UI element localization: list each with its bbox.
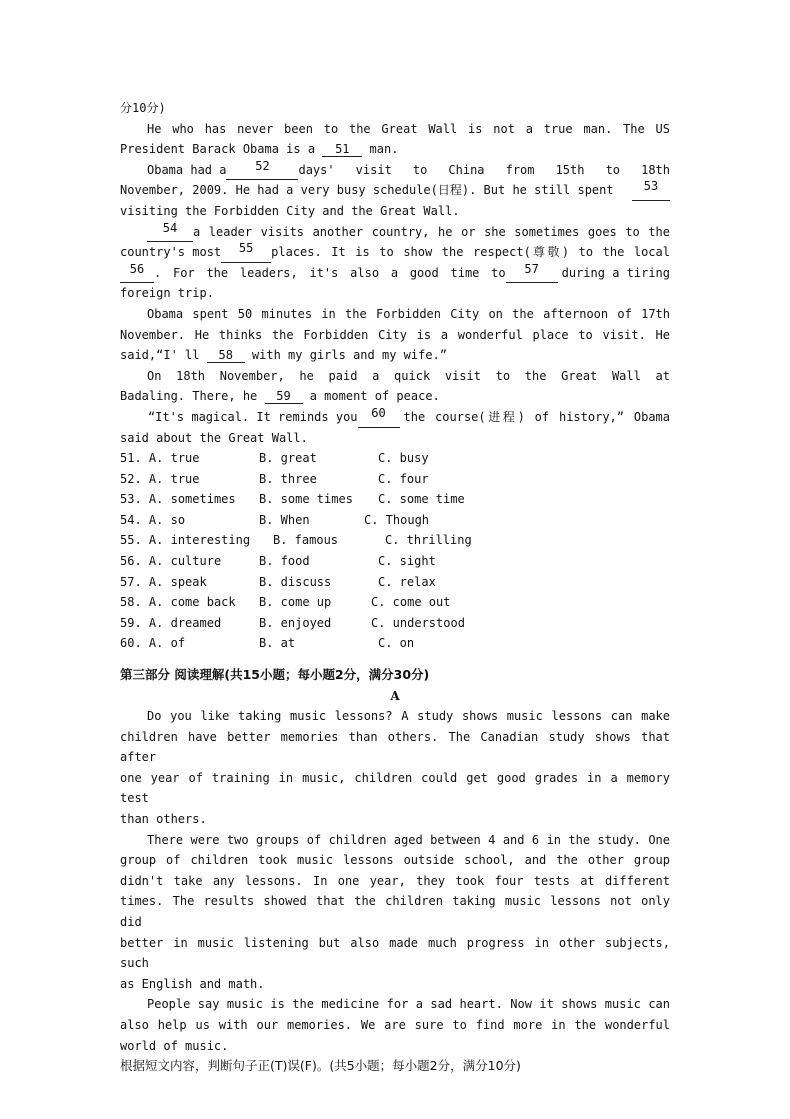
blank-58[interactable]: 58 — [207, 349, 245, 363]
cloze-line: Obama had a 52 days' visit to China from 15th to 18th — [120, 160, 670, 181]
passage-label: A — [390, 689, 400, 704]
cloze-line: November, 2009. He had a very busy schedule(日程). But he still spent 53 — [120, 180, 670, 201]
question-row — [120, 489, 670, 510]
option-b[interactable]: B. come up — [259, 595, 332, 610]
question-row — [120, 510, 670, 531]
cloze-line: 54 a leader visits another country, he or she sometimes goes to the — [120, 222, 670, 243]
option-c[interactable]: C. four — [378, 471, 429, 486]
passage-line: better in music listening but also made much progress in other subjects, such — [120, 935, 670, 971]
cloze-line: country's most 55 places. It is to show the respect(尊敬) to the local — [120, 242, 670, 263]
blank-51[interactable]: 51 — [322, 143, 362, 157]
question-row — [120, 551, 670, 572]
passage-line: also help us with our memories. We are sure to find more in the wonderful — [120, 1017, 670, 1032]
cloze-line: President Barack Obama is a 51 man. — [120, 142, 399, 157]
option-c[interactable]: C. come out — [371, 595, 451, 610]
passage-line: group of children took music lessons outside school, and the other group — [120, 853, 670, 868]
blank-60[interactable]: 60 — [358, 407, 400, 428]
option-c[interactable]: C. Though — [364, 512, 430, 527]
question-options — [120, 448, 670, 654]
question-row — [120, 572, 670, 593]
option-a[interactable]: 51. A. true — [120, 451, 200, 466]
passage-line: didn't take any lessons. In one year, they took four tests at different — [120, 873, 670, 888]
question-row — [120, 633, 670, 654]
option-a[interactable]: 54. A. so — [120, 512, 186, 527]
question-row — [120, 613, 670, 634]
option-a[interactable]: 55. A. interesting — [120, 533, 251, 548]
cloze-passage — [120, 119, 670, 449]
passage-line: times. The results showed that the children taking music lessons not only did — [120, 894, 670, 929]
question-row — [120, 448, 670, 469]
passage-line: than others. — [120, 812, 207, 826]
option-a[interactable]: 59. A. dreamed — [120, 615, 222, 630]
option-c[interactable]: C. understood — [371, 615, 465, 630]
option-c[interactable]: C. sight — [378, 554, 436, 569]
option-a[interactable]: 57. A. speak — [120, 574, 207, 589]
option-c[interactable]: C. some time — [378, 492, 465, 507]
passage-line: Do you like taking music lessons? A study shows music lessons can make — [147, 709, 670, 724]
option-a[interactable]: 53. A. sometimes — [120, 492, 236, 507]
document-page — [120, 98, 670, 1077]
cloze-line: Badaling. There, he 59 a moment of peace. — [120, 389, 440, 404]
passage-line: children have better memories than others. The Canadian study shows that after — [120, 729, 670, 765]
question-row — [120, 592, 670, 613]
cloze-line: On 18th November, he paid a quick visit to the Great Wall at — [147, 368, 670, 383]
option-b[interactable]: B. great — [259, 451, 317, 466]
cloze-line: November. He thinks the Forbidden City is a wonderful place to visit. He — [120, 327, 670, 342]
cloze-line: He who has never been to the Great Wall is not a true man. The US — [147, 121, 670, 136]
header-fragment: 分10分) — [120, 101, 166, 115]
cloze-line: visiting the Forbidden City and the Great Wall. — [120, 203, 460, 218]
cloze-line: foreign trip. — [120, 286, 214, 301]
section-title: 第三部分 阅读理解(共15小题；每小题2分，满分30分) — [120, 667, 430, 683]
option-c[interactable]: C. thrilling — [385, 533, 472, 548]
passage-line: People say music is the medicine for a sad heart. Now it shows music can — [147, 997, 670, 1012]
blank-52[interactable]: 52 — [226, 160, 298, 181]
blank-56[interactable]: 56 — [120, 263, 154, 284]
cloze-line: “It's magical. It reminds you 60 the course(进程) of history,” Obama — [120, 407, 670, 428]
blank-57[interactable]: 57 — [506, 263, 558, 284]
option-c[interactable]: C. relax — [378, 574, 436, 589]
cloze-line: said,“I' ll 58 with my girls and my wife.” — [120, 348, 447, 363]
option-a[interactable]: 58. A. come back — [120, 595, 236, 610]
blank-54[interactable]: 54 — [147, 222, 193, 243]
passage-line: as English and math. — [120, 976, 265, 991]
option-c[interactable]: C. busy — [378, 451, 429, 466]
option-b[interactable]: B. discuss — [259, 574, 332, 589]
blank-53[interactable]: 53 — [632, 180, 670, 201]
option-b[interactable]: B. enjoyed — [259, 615, 332, 630]
reading-passage-a — [120, 706, 670, 1056]
option-a[interactable]: 52. A. true — [120, 471, 200, 486]
option-b[interactable]: B. some times — [259, 492, 353, 507]
instruction-line: 根据短文内容，判断句子正(T)误(F)。(共5小题；每小题2分，满分10分) — [120, 1058, 521, 1074]
option-a[interactable]: 56. A. culture — [120, 554, 222, 569]
blank-59[interactable]: 59 — [265, 390, 303, 404]
option-b[interactable]: B. famous — [273, 533, 339, 548]
passage-line: world of music. — [120, 1038, 229, 1053]
option-c[interactable]: C. on — [378, 636, 415, 651]
option-b[interactable]: B. three — [259, 471, 317, 486]
passage-line: one year of training in music, children could get good grades in a memory test — [120, 770, 670, 806]
blank-55[interactable]: 55 — [221, 242, 271, 263]
cloze-line: 56 . For the leaders, it's also a good time to 57 during a tiring — [120, 263, 670, 284]
option-b[interactable]: B. food — [259, 554, 310, 569]
question-row — [120, 469, 670, 490]
option-b[interactable]: B. When — [259, 512, 310, 527]
question-row — [120, 530, 670, 551]
option-b[interactable]: B. at — [259, 636, 296, 651]
option-a[interactable]: 60. A. of — [120, 636, 186, 651]
cloze-line: Obama spent 50 minutes in the Forbidden City on the afternoon of 17th — [147, 306, 670, 321]
passage-line: There were two groups of children aged between 4 and 6 in the study. One — [147, 832, 670, 847]
cloze-line: said about the Great Wall. — [120, 430, 308, 445]
